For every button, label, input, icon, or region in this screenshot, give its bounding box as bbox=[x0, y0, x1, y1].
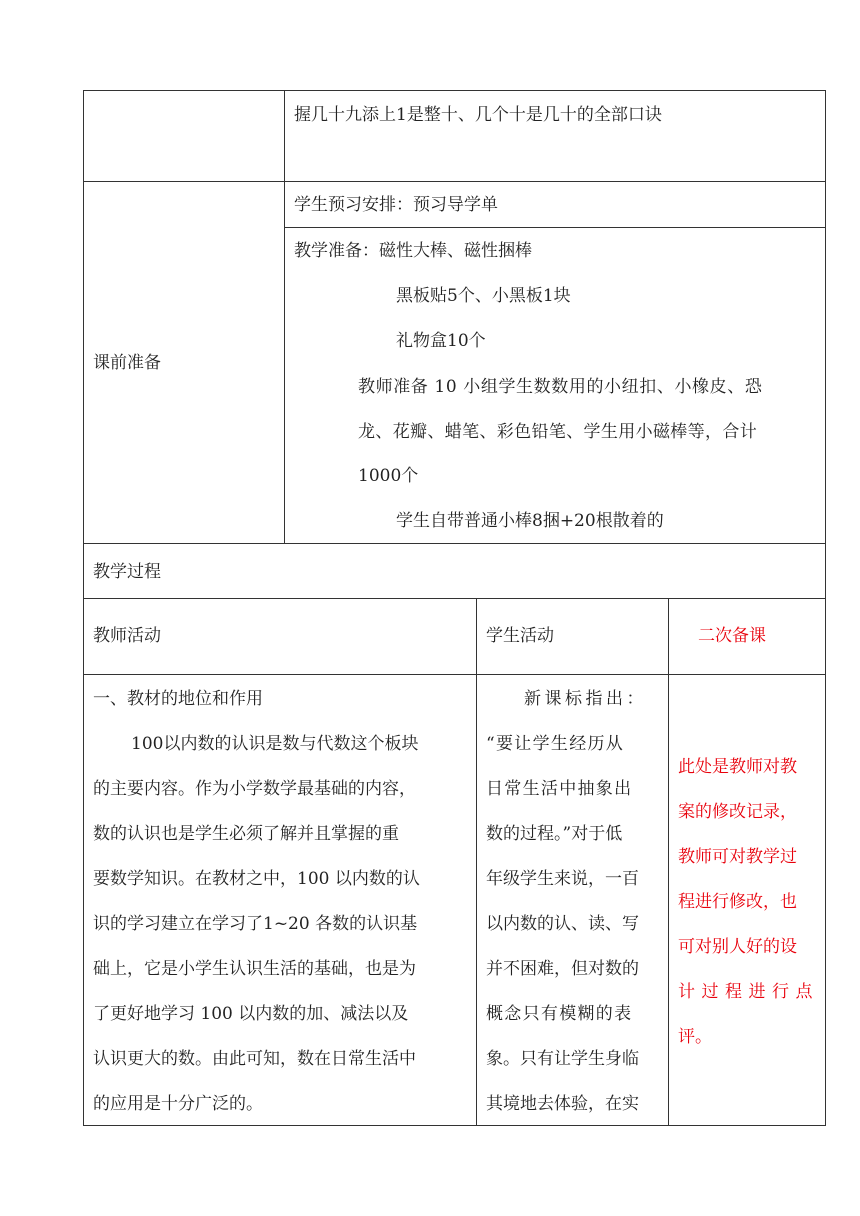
process-title-cell bbox=[83, 543, 826, 599]
process-title: 教学过程 bbox=[93, 562, 161, 582]
student-line: “要让学生经历从 bbox=[486, 734, 625, 754]
second-prep-header: 二次备课 bbox=[698, 626, 766, 646]
note-line: 程进行修改，也 bbox=[678, 892, 797, 912]
teacher-activity-cell bbox=[83, 674, 477, 1126]
materials-line: 礼物盒10个 bbox=[396, 331, 486, 351]
second-header-cell bbox=[668, 598, 826, 675]
student-header: 学生活动 bbox=[486, 626, 554, 646]
second-prep-note bbox=[669, 675, 827, 1127]
materials-list bbox=[285, 228, 827, 545]
student-preview-cell bbox=[284, 181, 826, 228]
row1-label-cell bbox=[83, 90, 285, 182]
materials-line: 教学准备：磁性大棒、磁性捆棒 bbox=[294, 241, 532, 261]
teacher-line: 的主要内容。作为小学数学最基础的内容， bbox=[93, 779, 416, 799]
materials-line: 龙、花瓣、蜡笔、彩色铅笔、学生用小磁棒等，合计 bbox=[358, 422, 758, 442]
second-prep-cell bbox=[668, 674, 826, 1126]
student-activity-text bbox=[477, 675, 670, 1127]
student-line: 概念只有模糊的表 bbox=[486, 1004, 633, 1024]
teacher-line: 础上，它是小学生认识生活的基础，也是为 bbox=[93, 959, 416, 979]
teacher-activity-text bbox=[84, 675, 478, 1127]
student-line: 年级学生来说，一百 bbox=[486, 869, 639, 889]
teacher-header-cell bbox=[83, 598, 477, 675]
teacher-line: 的应用是十分广泛的。 bbox=[93, 1094, 263, 1114]
teacher-line: 了更好地学习 100 以内数的加、减法以及 bbox=[93, 1004, 409, 1024]
prep-label-cell bbox=[83, 181, 285, 544]
teacher-line: 一、教材的地位和作用 bbox=[93, 689, 263, 709]
teacher-line: 识的学习建立在学习了1~20 各数的认识基 bbox=[93, 914, 418, 934]
materials-line: 教师准备 10 小组学生数数用的小纽扣、小橡皮、恐 bbox=[358, 377, 763, 397]
note-line: 计过程进行点 bbox=[678, 982, 819, 1002]
teacher-header: 教师活动 bbox=[93, 626, 161, 646]
student-line: 数的过程。”对于低 bbox=[486, 824, 623, 844]
teacher-line: 100以内数的认识是数与代数这个板块 bbox=[131, 734, 419, 754]
note-line: 案的修改记录， bbox=[678, 802, 797, 822]
teacher-line: 认识更大的数。由此可知，数在日常生活中 bbox=[93, 1049, 416, 1069]
materials-cell bbox=[284, 227, 826, 544]
note-line: 此处是教师对教 bbox=[678, 757, 797, 777]
student-line: 以内数的认、读、写 bbox=[486, 914, 639, 934]
materials-line: 1000个 bbox=[358, 466, 419, 486]
student-line: 日常生活中抽象出 bbox=[486, 779, 633, 799]
row1-content-text: 握几十九添上1是整十、几个十是几十的全部口诀 bbox=[294, 105, 662, 125]
student-line: 新课标指出： bbox=[524, 689, 647, 709]
materials-line: 黑板贴5个、小黑板1块 bbox=[396, 286, 571, 306]
materials-line: 学生自带普通小棒8捆+20根散着的 bbox=[396, 511, 664, 531]
teacher-line: 要数学知识。在教材之中，100 以内数的认 bbox=[93, 869, 420, 889]
teacher-line: 数的认识也是学生必须了解并且掌握的重 bbox=[93, 824, 399, 844]
student-line: 并不困难，但对数的 bbox=[486, 959, 639, 979]
student-activity-cell bbox=[476, 674, 669, 1126]
prep-label: 课前准备 bbox=[93, 353, 161, 373]
note-line: 评。 bbox=[678, 1027, 712, 1047]
student-preview-text: 学生预习安排：预习导学单 bbox=[294, 195, 498, 215]
student-line: 象。只有让学生身临 bbox=[486, 1049, 639, 1069]
row1-content-cell bbox=[284, 90, 826, 182]
note-line: 教师可对教学过 bbox=[678, 847, 797, 867]
student-line: 其境地去体验，在实 bbox=[486, 1094, 639, 1114]
note-line: 可对别人好的设 bbox=[678, 937, 797, 957]
student-header-cell bbox=[476, 598, 669, 675]
